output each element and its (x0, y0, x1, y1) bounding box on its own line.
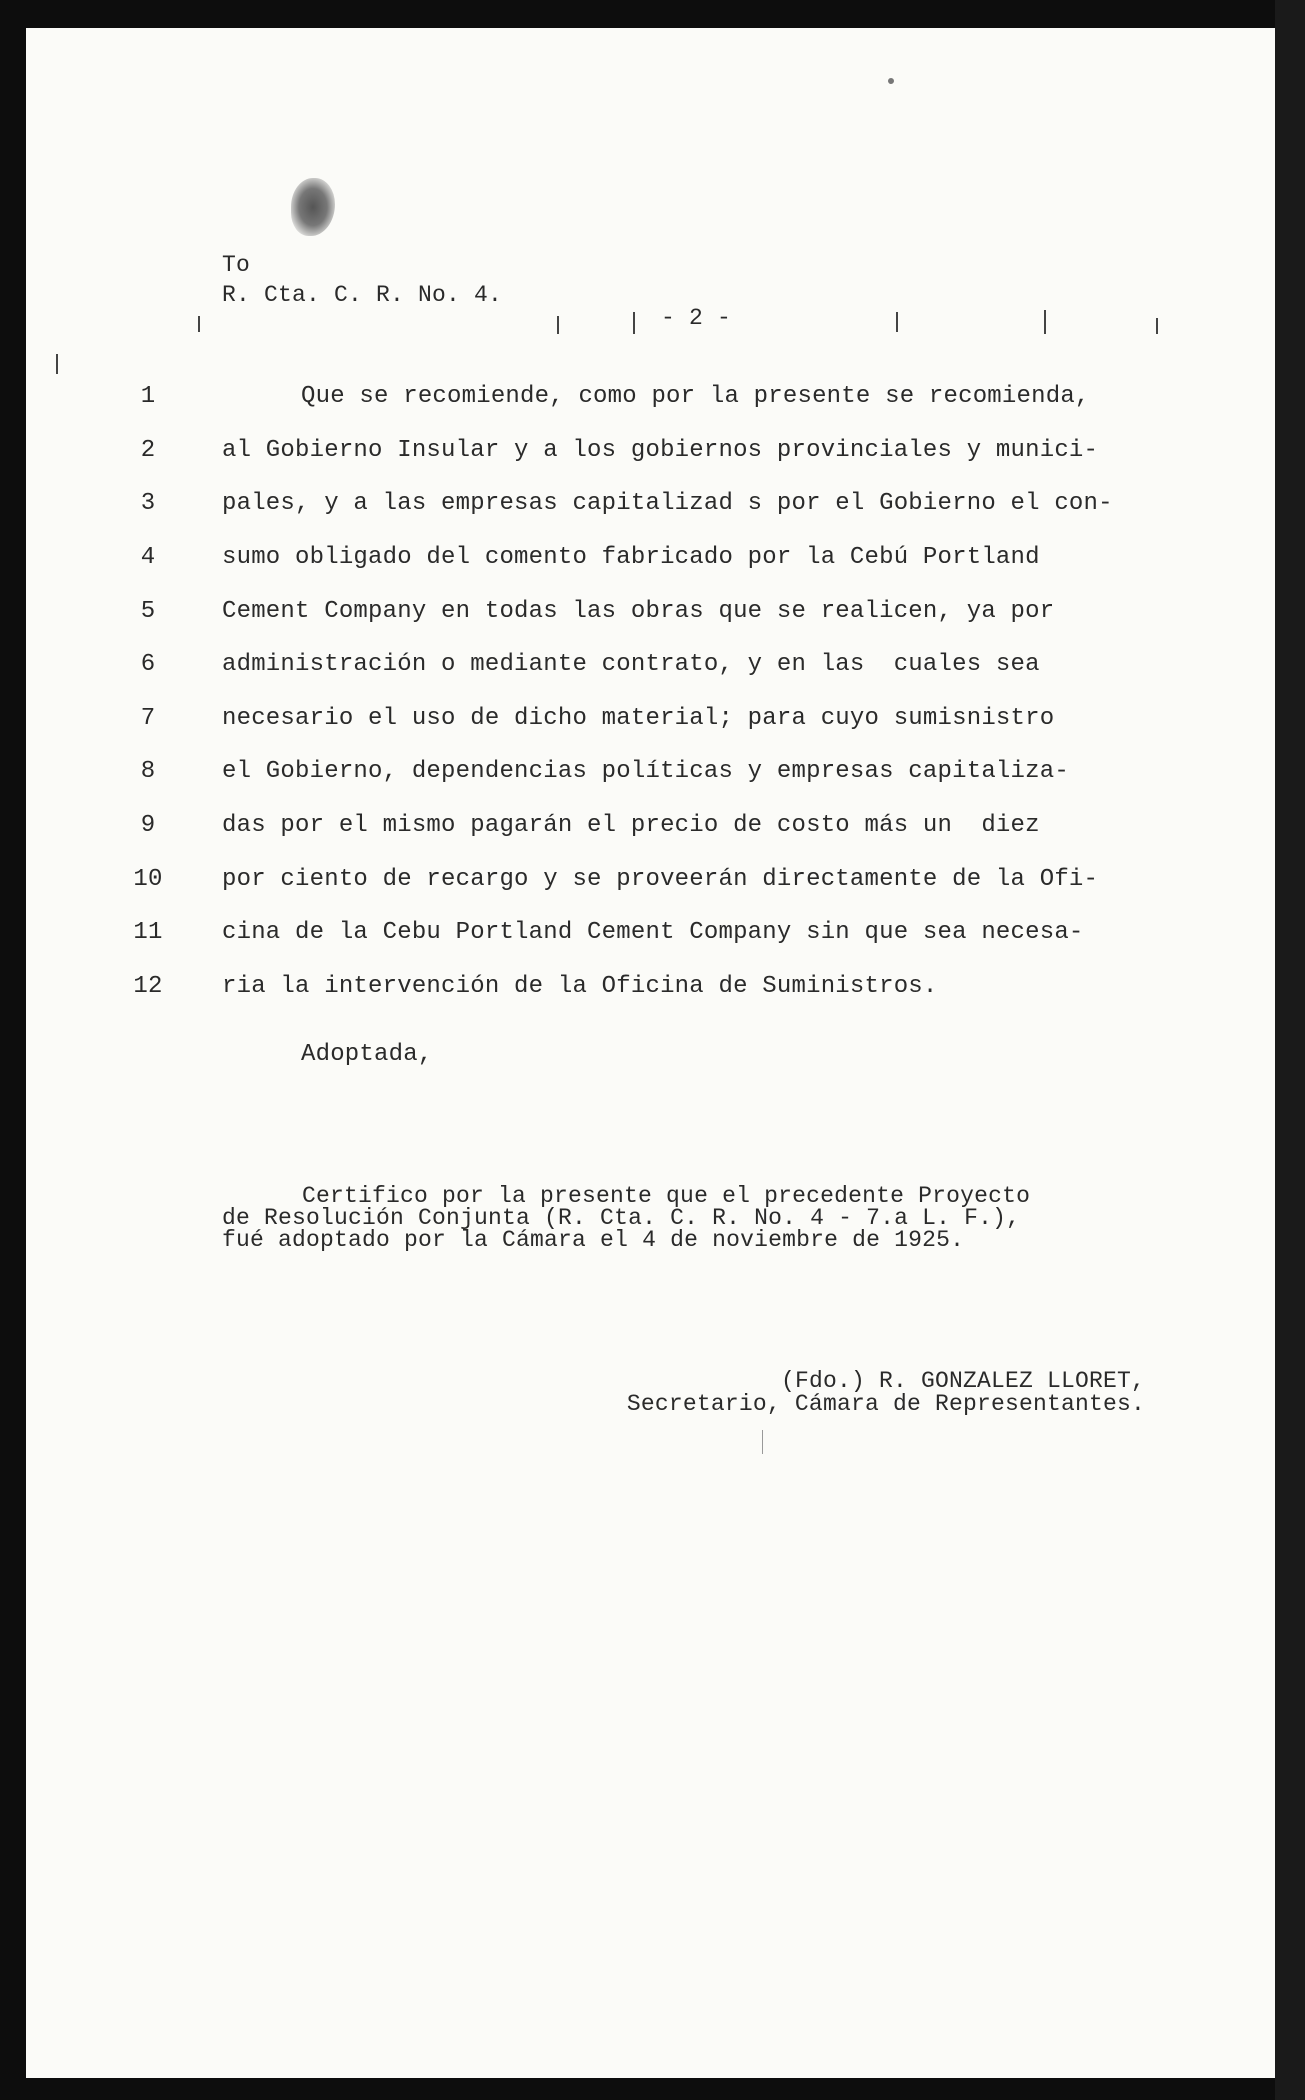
certification-line: de Resolución Conjunta (R. Cta. C. R. No. 4 - 7.a L. F.), (222, 1205, 1021, 1231)
signature-title: Secretario, Cámara de Representantes. (626, 1391, 1145, 1417)
line-text: sumo obligado del comento fabricado por la Cebú Portland (222, 544, 1040, 571)
line-number: 3 (140, 490, 156, 517)
line-number: 4 (140, 544, 156, 571)
stray-mark (1044, 310, 1046, 334)
line-text: administración o mediante contrato, y en las cuales sea (222, 651, 1040, 678)
list-item (26, 490, 1275, 530)
stray-mark (896, 312, 898, 332)
line-number: 2 (140, 437, 156, 464)
stray-mark (633, 312, 635, 334)
header-reference: R. Cta. C. R. No. 4. (222, 282, 503, 308)
document-header (222, 250, 502, 310)
line-number: 10 (133, 866, 163, 893)
stray-mark (762, 1430, 763, 1454)
stray-mark (1156, 318, 1158, 334)
line-number: 5 (140, 598, 156, 625)
scan-border (1275, 0, 1305, 2100)
certification-line: Certifico por la presente que el precedente Proyecto (302, 1183, 1031, 1209)
list-item (26, 598, 1275, 638)
stray-mark (198, 316, 200, 332)
line-number: 12 (133, 973, 163, 1000)
ink-smudge (291, 178, 335, 236)
list-item (26, 544, 1275, 584)
list-item (26, 866, 1275, 906)
line-text: necesario el uso de dicho material; para cuyo sumisnistro (222, 705, 1055, 732)
line-number: 6 (140, 651, 156, 678)
line-text: pales, y a las empresas capitalizad s por el Gobierno el con- (222, 490, 1113, 517)
list-item (26, 758, 1275, 798)
stray-mark (557, 316, 559, 334)
line-number: 1 (140, 383, 156, 410)
line-text: al Gobierno Insular y a los gobiernos provinciales y munici- (222, 437, 1099, 464)
adopted-label: Adoptada, (301, 1041, 433, 1068)
stray-mark (56, 354, 58, 374)
certification-line: fué adoptado por la Cámara el 4 de noviembre de 1925. (222, 1227, 965, 1253)
certification-block (222, 1185, 1030, 1251)
line-text: ria la intervención de la Oficina de Suministros. (222, 973, 938, 1000)
document-page (26, 28, 1275, 2078)
header-to: To (222, 252, 251, 278)
list-item (26, 651, 1275, 691)
list-item (26, 383, 1275, 423)
list-item (26, 437, 1275, 477)
signature-name: (Fdo.) R. GONZALEZ LLORET, (780, 1368, 1145, 1394)
line-text: el Gobierno, dependencias políticas y empresas capitaliza- (222, 758, 1069, 785)
list-item (26, 973, 1275, 1013)
list-item (26, 812, 1275, 852)
line-number: 8 (140, 758, 156, 785)
page-number: - 2 - (661, 305, 732, 331)
signature-block (535, 1370, 1145, 1416)
line-number: 7 (140, 705, 156, 732)
line-text: Que se recomiende, como por la presente se recomienda, (301, 383, 1090, 410)
line-text: Cement Company en todas las obras que se realicen, ya por (222, 598, 1055, 625)
line-text: cina de la Cebu Portland Cement Company sin que sea necesa- (222, 919, 1084, 946)
list-item (26, 705, 1275, 745)
line-number: 11 (133, 919, 163, 946)
line-text: das por el mismo pagarán el precio de costo más un diez (222, 812, 1040, 839)
ink-dot (888, 78, 894, 84)
line-text: por ciento de recargo y se proveerán directamente de la Ofi- (222, 866, 1099, 893)
list-item (26, 919, 1275, 959)
line-number: 9 (140, 812, 156, 839)
